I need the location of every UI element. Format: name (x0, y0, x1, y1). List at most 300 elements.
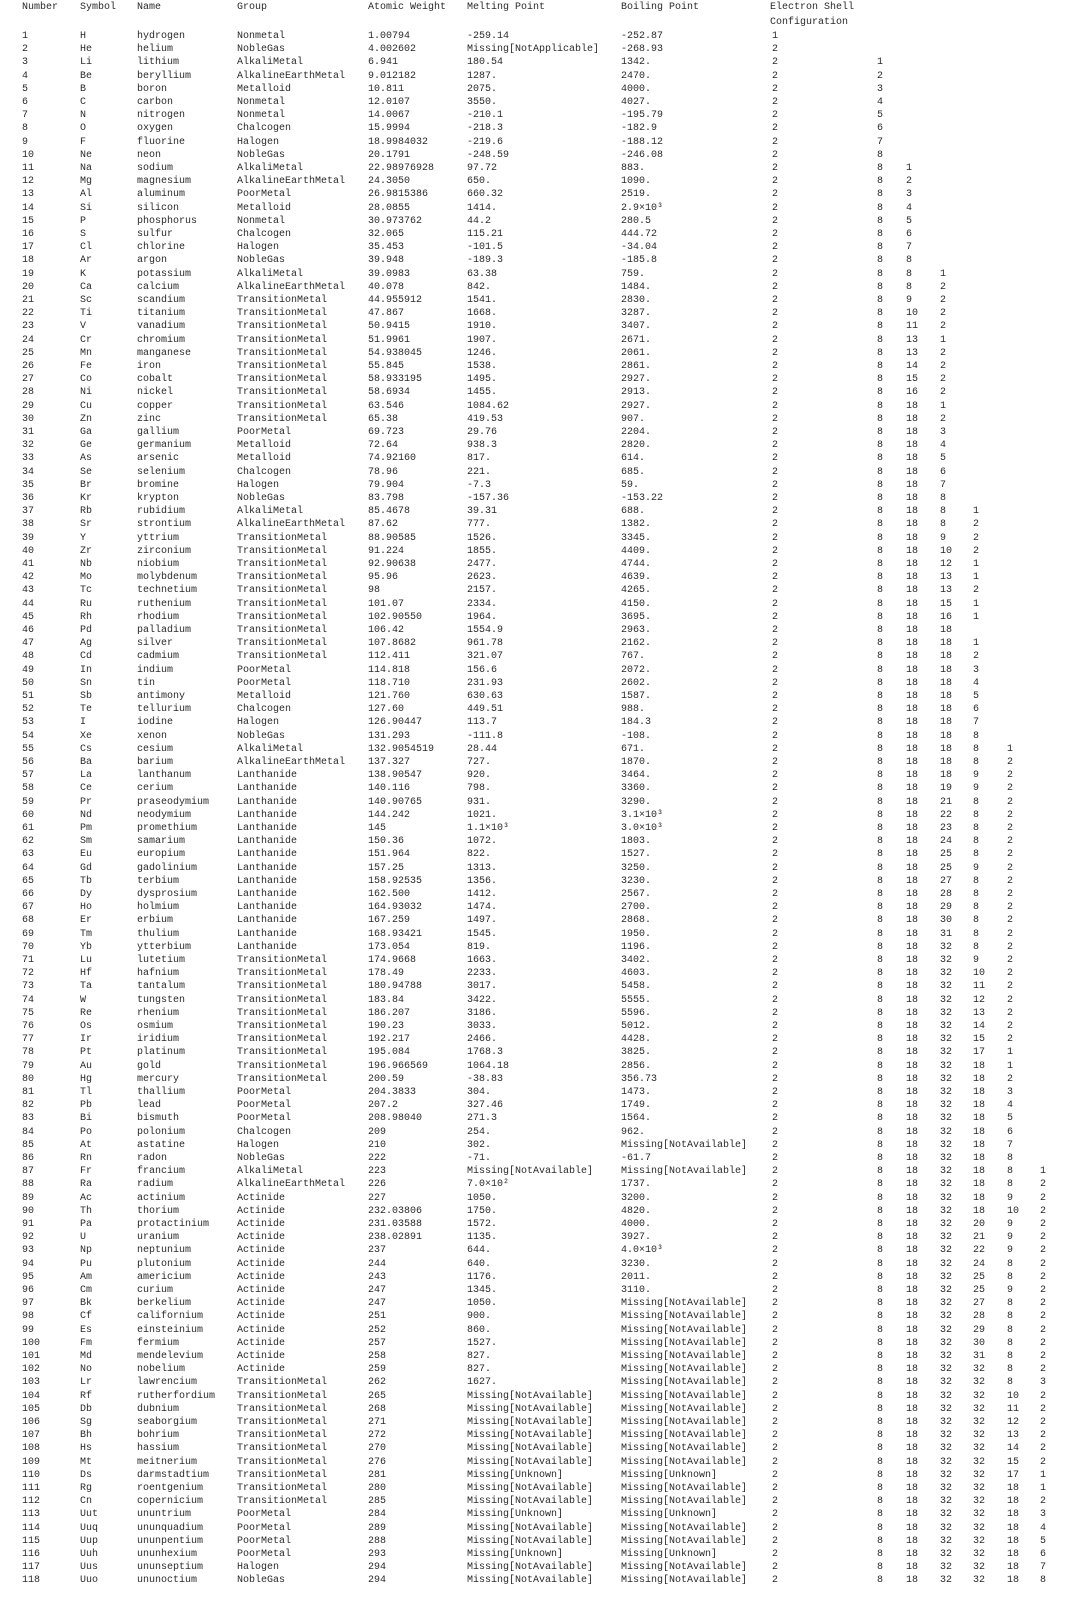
atomic-weight: 6.941 (368, 57, 399, 69)
symbol: Ac (80, 1192, 93, 1204)
table-row (0, 1259, 1065, 1272)
atomic-weight: 107.8682 (368, 638, 417, 650)
symbol: Cu (80, 400, 93, 412)
melting-point: 961.78 (467, 638, 504, 650)
element-name: radium (137, 1179, 174, 1191)
boiling-point: 883. (621, 163, 646, 174)
group: TransitionMetal (237, 295, 328, 306)
shell-electron-count: 2 (772, 440, 779, 452)
element-name: plutonium (137, 1258, 192, 1270)
element-name: californium (137, 1311, 204, 1323)
boiling-point: 3402. (621, 955, 652, 966)
shell-electron-count: 18 (940, 717, 953, 729)
shell-electron-count: 8 (906, 255, 913, 267)
boiling-point: 1870. (621, 757, 652, 768)
atomic-number: 53 (22, 717, 35, 729)
shell-electron-count: 2 (772, 229, 779, 240)
atomic-weight: 270 (368, 1443, 387, 1455)
atomic-weight: 112.411 (368, 651, 411, 663)
shell-electron-count: 2 (772, 915, 779, 927)
group: NobleGas (237, 255, 286, 267)
element-name: gadolinium (137, 862, 198, 874)
melting-point: 1356. (467, 875, 498, 887)
boiling-point: 685. (621, 466, 646, 478)
element-name: iodine (137, 717, 174, 729)
shell-electron-count: 8 (877, 1073, 884, 1085)
shell-electron-count: 18 (906, 1153, 919, 1164)
shell-electron-count: 8 (877, 796, 884, 808)
symbol: Pm (80, 823, 93, 834)
element-name: carbon (137, 97, 174, 108)
shell-electron-count: 32 (940, 1443, 953, 1455)
shell-electron-count: 2 (772, 902, 779, 914)
element-name: terbium (137, 875, 180, 887)
shell-electron-count: 32 (940, 1549, 953, 1560)
shell-electron-count: 8 (877, 743, 884, 755)
boiling-point: 280.5 (621, 215, 652, 227)
boiling-point: 4027. (621, 97, 652, 108)
shell-electron-count: 2 (1007, 994, 1014, 1006)
shell-electron-count: 2 (1040, 1219, 1047, 1230)
boiling-point: Missing[NotAvailable] (621, 1337, 748, 1349)
shell-electron-count: 2 (772, 981, 779, 993)
symbol: Er (80, 915, 93, 927)
shell-electron-count: 8 (877, 981, 884, 993)
shell-electron-count: 8 (877, 836, 884, 848)
shell-electron-count: 2 (772, 149, 779, 161)
melting-point: 817. (467, 453, 492, 465)
boiling-point: 1803. (621, 836, 652, 848)
boiling-point: -34.04 (621, 242, 658, 254)
atomic-number: 91 (22, 1219, 35, 1230)
shell-electron-count: 4 (877, 97, 884, 108)
atomic-number: 22 (22, 308, 35, 320)
shell-electron-count: 8 (877, 1192, 884, 1204)
atomic-weight: 102.90550 (368, 611, 423, 623)
atomic-number: 3 (22, 57, 29, 69)
shell-electron-count: 8 (877, 585, 884, 597)
shell-electron-count: 18 (973, 1139, 986, 1151)
shell-electron-count: 18 (906, 1549, 919, 1560)
boiling-point: 3.1×10³ (621, 809, 664, 821)
boiling-point: 4000. (621, 83, 652, 95)
element-name: cobalt (137, 374, 174, 386)
shell-electron-count: 8 (1007, 1271, 1014, 1283)
shell-electron-count: 1 (940, 334, 947, 346)
melting-point: 1541. (467, 295, 498, 306)
boiling-point: Missing[NotAvailable] (621, 1535, 748, 1547)
element-name: iridium (137, 1034, 180, 1046)
boiling-point: 614. (621, 453, 646, 465)
atomic-weight: 281 (368, 1469, 387, 1481)
boiling-point: 2963. (621, 625, 652, 636)
group: TransitionMetal (237, 572, 328, 584)
shell-electron-count: 5 (1007, 1113, 1014, 1125)
group: Actinide (237, 1311, 286, 1323)
melting-point: 931. (467, 796, 492, 808)
shell-electron-count: 2 (772, 1179, 779, 1191)
shell-electron-count: 2 (772, 862, 779, 874)
shell-electron-count: 2 (877, 70, 884, 82)
shell-electron-count: 32 (973, 1469, 986, 1481)
melting-point: 271.3 (467, 1113, 498, 1125)
header-atomic-weight: Atomic Weight (368, 2, 447, 13)
melting-point: 231.93 (467, 677, 504, 689)
shell-electron-count: 18 (906, 559, 919, 570)
symbol: Hg (80, 1073, 93, 1085)
melting-point: 1412. (467, 889, 498, 900)
shell-electron-count: 18 (973, 1205, 986, 1217)
table-row (0, 163, 1065, 176)
shell-electron-count: 18 (906, 466, 919, 478)
shell-electron-count: 18 (906, 413, 919, 425)
shell-electron-count: 6 (906, 229, 913, 240)
group: TransitionMetal (237, 1456, 328, 1468)
symbol: I (80, 717, 87, 729)
group: Metalloid (237, 202, 292, 214)
melting-point: 2466. (467, 1034, 498, 1046)
shell-electron-count: 2 (1007, 1021, 1014, 1032)
shell-electron-count: 2 (772, 466, 779, 478)
atomic-number: 6 (22, 97, 29, 108)
shell-electron-count: 2 (772, 215, 779, 227)
shell-electron-count: 2 (772, 809, 779, 821)
boiling-point: 4820. (621, 1205, 652, 1217)
element-name: iron (137, 361, 162, 372)
shell-electron-count: 18 (973, 1113, 986, 1125)
atomic-number: 8 (22, 123, 29, 135)
atomic-weight: 180.94788 (368, 981, 423, 993)
shell-electron-count: 32 (940, 1324, 953, 1336)
atomic-number: 7 (22, 110, 29, 122)
shell-electron-count: 2 (772, 941, 779, 953)
group: TransitionMetal (237, 955, 328, 966)
atomic-number: 64 (22, 862, 35, 874)
shell-electron-count: 8 (940, 506, 947, 518)
element-name: bismuth (137, 1113, 180, 1125)
shell-electron-count: 2 (772, 1258, 779, 1270)
shell-electron-count: 8 (877, 770, 884, 782)
atomic-weight: 195.084 (368, 1047, 411, 1059)
element-name: seaborgium (137, 1417, 198, 1428)
melting-point: Missing[Unknown] (467, 1469, 564, 1481)
shell-electron-count: 8 (877, 189, 884, 201)
atomic-weight: 140.116 (368, 783, 411, 795)
symbol: Tb (80, 875, 93, 887)
element-name: scandium (137, 295, 186, 306)
table-row (0, 665, 1065, 678)
symbol: Mg (80, 176, 93, 188)
atomic-weight: 92.90638 (368, 559, 417, 570)
atomic-weight: 223 (368, 1166, 387, 1178)
element-name: titanium (137, 308, 186, 320)
shell-electron-count: 17 (973, 1047, 986, 1059)
atomic-number: 57 (22, 770, 35, 782)
header-boiling-point: Boiling Point (621, 2, 700, 13)
header-symbol: Symbol (80, 2, 117, 13)
atomic-number: 9 (22, 136, 29, 148)
element-name: fermium (137, 1337, 180, 1349)
atomic-number: 115 (22, 1535, 41, 1547)
atomic-number: 90 (22, 1205, 35, 1217)
boiling-point: 2567. (621, 889, 652, 900)
shell-electron-count: 32 (940, 1562, 953, 1574)
symbol: La (80, 770, 93, 782)
atomic-weight: 151.964 (368, 849, 411, 861)
shell-electron-count: 2 (772, 242, 779, 254)
atomic-number: 70 (22, 941, 35, 953)
atomic-number: 71 (22, 955, 35, 966)
shell-electron-count: 18 (906, 1100, 919, 1112)
shell-electron-count: 18 (906, 1034, 919, 1046)
shell-electron-count: 2 (1040, 1390, 1047, 1402)
shell-electron-count: 32 (940, 968, 953, 980)
shell-electron-count: 2 (772, 836, 779, 848)
group: TransitionMetal (237, 532, 328, 544)
atomic-number: 37 (22, 506, 35, 518)
shell-electron-count: 18 (906, 1258, 919, 1270)
shell-electron-count: 6 (940, 466, 947, 478)
shell-electron-count: 5 (1040, 1535, 1047, 1547)
atomic-weight: 44.955912 (368, 295, 423, 306)
atomic-number: 12 (22, 176, 35, 188)
boiling-point: 1564. (621, 1113, 652, 1125)
group: AlkalineEarthMetal (237, 281, 346, 293)
element-name: dubnium (137, 1403, 180, 1415)
shell-electron-count: 8 (1007, 1153, 1014, 1164)
shell-electron-count: 8 (877, 1496, 884, 1508)
melting-point: 644. (467, 1245, 492, 1257)
shell-electron-count: 18 (906, 743, 919, 755)
shell-electron-count: 8 (877, 717, 884, 729)
group: Halogen (237, 479, 280, 491)
symbol: Ne (80, 149, 93, 161)
table-row (0, 1338, 1065, 1351)
boiling-point: -252.87 (621, 31, 664, 42)
symbol: Uuq (80, 1522, 99, 1534)
symbol: As (80, 453, 93, 465)
boiling-point: -185.8 (621, 255, 658, 267)
shell-electron-count: 2 (772, 955, 779, 966)
symbol: Np (80, 1245, 93, 1257)
melting-point: 1135. (467, 1232, 498, 1244)
group: Nonmetal (237, 31, 286, 42)
shell-electron-count: 18 (906, 1047, 919, 1059)
atomic-weight: 14.0067 (368, 110, 411, 122)
shell-electron-count: 18 (973, 1126, 986, 1138)
group: PoorMetal (237, 1549, 292, 1560)
symbol: Li (80, 57, 93, 69)
shell-electron-count: 8 (877, 677, 884, 689)
shell-electron-count: 2 (772, 1100, 779, 1112)
element-name: thallium (137, 1087, 186, 1098)
melting-point: 29.76 (467, 427, 498, 438)
table-row (0, 335, 1065, 348)
shell-electron-count: 19 (940, 783, 953, 795)
table-row (0, 625, 1065, 638)
melting-point: 97.72 (467, 163, 498, 174)
symbol: Ir (80, 1034, 93, 1046)
shell-electron-count: 18 (906, 1219, 919, 1230)
atomic-number: 88 (22, 1179, 35, 1191)
group: TransitionMetal (237, 611, 328, 623)
atomic-weight: 32.065 (368, 229, 405, 240)
shell-electron-count: 8 (877, 387, 884, 399)
shell-electron-count: 8 (877, 1522, 884, 1534)
boiling-point: 2061. (621, 347, 652, 359)
shell-electron-count: 2 (1007, 981, 1014, 993)
atomic-weight: 79.904 (368, 479, 405, 491)
shell-electron-count: 2 (772, 97, 779, 108)
atomic-number: 85 (22, 1139, 35, 1151)
shell-electron-count: 18 (906, 875, 919, 887)
boiling-point: 2830. (621, 295, 652, 306)
table-row (0, 506, 1065, 519)
shell-electron-count: 2 (940, 374, 947, 386)
shell-electron-count: 32 (940, 1179, 953, 1191)
atomic-weight: 196.966569 (368, 1060, 429, 1072)
shell-electron-count: 2 (772, 44, 779, 56)
element-name: hafnium (137, 968, 180, 980)
shell-electron-count: 8 (877, 440, 884, 452)
symbol: He (80, 44, 93, 56)
group: AlkaliMetal (237, 268, 304, 280)
symbol: Sr (80, 519, 93, 531)
table-row (0, 995, 1065, 1008)
boiling-point: Missing[NotAvailable] (621, 1575, 748, 1587)
shell-electron-count: 18 (973, 1087, 986, 1098)
shell-electron-count: 18 (906, 849, 919, 861)
boiling-point: Missing[NotAvailable] (621, 1311, 748, 1323)
symbol: Uut (80, 1509, 99, 1521)
boiling-point: Missing[NotAvailable] (621, 1324, 748, 1336)
boiling-point: Missing[Unknown] (621, 1549, 718, 1560)
group: Actinide (237, 1245, 286, 1257)
shell-electron-count: 2 (1040, 1430, 1047, 1442)
group: TransitionMetal (237, 1496, 328, 1508)
shell-electron-count: 2 (1007, 783, 1014, 795)
atomic-number: 10 (22, 149, 35, 161)
table-row (0, 440, 1065, 453)
atomic-number: 113 (22, 1509, 41, 1521)
shell-electron-count: 8 (877, 691, 884, 702)
atomic-weight: 237 (368, 1245, 387, 1257)
atomic-number: 109 (22, 1456, 41, 1468)
symbol: Ti (80, 308, 93, 320)
element-name: gallium (137, 427, 180, 438)
shell-electron-count: 4 (1007, 1100, 1014, 1112)
shell-electron-count: 18 (906, 453, 919, 465)
symbol: Hs (80, 1443, 93, 1455)
shell-electron-count: 2 (772, 1324, 779, 1336)
melting-point: -210.1 (467, 110, 504, 122)
shell-electron-count: 18 (973, 1192, 986, 1204)
table-row (0, 1232, 1065, 1245)
atomic-weight: 9.012182 (368, 70, 417, 82)
melting-point: 1455. (467, 387, 498, 399)
shell-electron-count: 7 (877, 136, 884, 148)
melting-point: 1050. (467, 1298, 498, 1310)
boiling-point: 4639. (621, 572, 652, 584)
shell-electron-count: 8 (973, 757, 980, 768)
group: Nonmetal (237, 97, 286, 108)
shell-electron-count: 32 (940, 955, 953, 966)
atomic-number: 114 (22, 1522, 41, 1534)
melting-point: 827. (467, 1364, 492, 1376)
shell-electron-count: 1 (973, 572, 980, 584)
shell-electron-count: 8 (877, 915, 884, 927)
melting-point: 920. (467, 770, 492, 782)
boiling-point: 2927. (621, 374, 652, 386)
table-row (0, 823, 1065, 836)
shell-electron-count: 18 (940, 757, 953, 768)
shell-electron-count: 32 (973, 1430, 986, 1442)
shell-electron-count: 32 (973, 1509, 986, 1521)
shell-electron-count: 2 (772, 479, 779, 491)
table-row (0, 1457, 1065, 1470)
shell-electron-count: 2 (1040, 1311, 1047, 1323)
shell-electron-count: 2 (772, 928, 779, 940)
boiling-point: Missing[Unknown] (621, 1509, 718, 1521)
melting-point: 115.21 (467, 229, 504, 240)
shell-electron-count: 8 (940, 519, 947, 531)
shell-electron-count: 8 (1007, 1364, 1014, 1376)
boiling-point: 3695. (621, 611, 652, 623)
shell-electron-count: 2 (772, 532, 779, 544)
atomic-weight: 272 (368, 1430, 387, 1442)
boiling-point: 2470. (621, 70, 652, 82)
group: TransitionMetal (237, 981, 328, 993)
atomic-number: 74 (22, 994, 35, 1006)
boiling-point: 688. (621, 506, 646, 518)
table-row (0, 229, 1065, 242)
shell-electron-count: 8 (973, 730, 980, 742)
group: Actinide (237, 1205, 286, 1217)
shell-electron-count: 2 (1007, 968, 1014, 980)
atomic-weight: 145 (368, 823, 387, 834)
atomic-number: 117 (22, 1562, 41, 1574)
melting-point: Missing[NotAvailable] (467, 1390, 594, 1402)
symbol: Bk (80, 1298, 93, 1310)
boiling-point: Missing[NotAvailable] (621, 1139, 748, 1151)
element-name: yttrium (137, 532, 180, 544)
atomic-weight: 4.002602 (368, 44, 417, 56)
symbol: Uuo (80, 1575, 99, 1587)
shell-electron-count: 32 (940, 1192, 953, 1204)
group: Lanthanide (237, 928, 298, 940)
atomic-number: 13 (22, 189, 35, 201)
table-row (0, 585, 1065, 598)
table-row (0, 651, 1065, 664)
atomic-weight: 294 (368, 1562, 387, 1574)
symbol: Br (80, 479, 93, 491)
symbol: Rg (80, 1483, 93, 1494)
shell-electron-count: 2 (772, 57, 779, 69)
shell-electron-count: 2 (772, 202, 779, 214)
shell-electron-count: 8 (877, 1390, 884, 1402)
table-row (0, 1430, 1065, 1443)
shell-electron-count: 8 (877, 875, 884, 887)
shell-electron-count: 2 (772, 1087, 779, 1098)
group: AlkalineEarthMetal (237, 519, 346, 531)
atomic-weight: 30.973762 (368, 215, 423, 227)
atomic-weight: 88.90585 (368, 532, 417, 544)
shell-electron-count: 2 (772, 1390, 779, 1402)
shell-electron-count: 18 (906, 1575, 919, 1587)
atomic-weight: 28.0855 (368, 202, 411, 214)
group: Lanthanide (237, 889, 298, 900)
group: TransitionMetal (237, 374, 328, 386)
